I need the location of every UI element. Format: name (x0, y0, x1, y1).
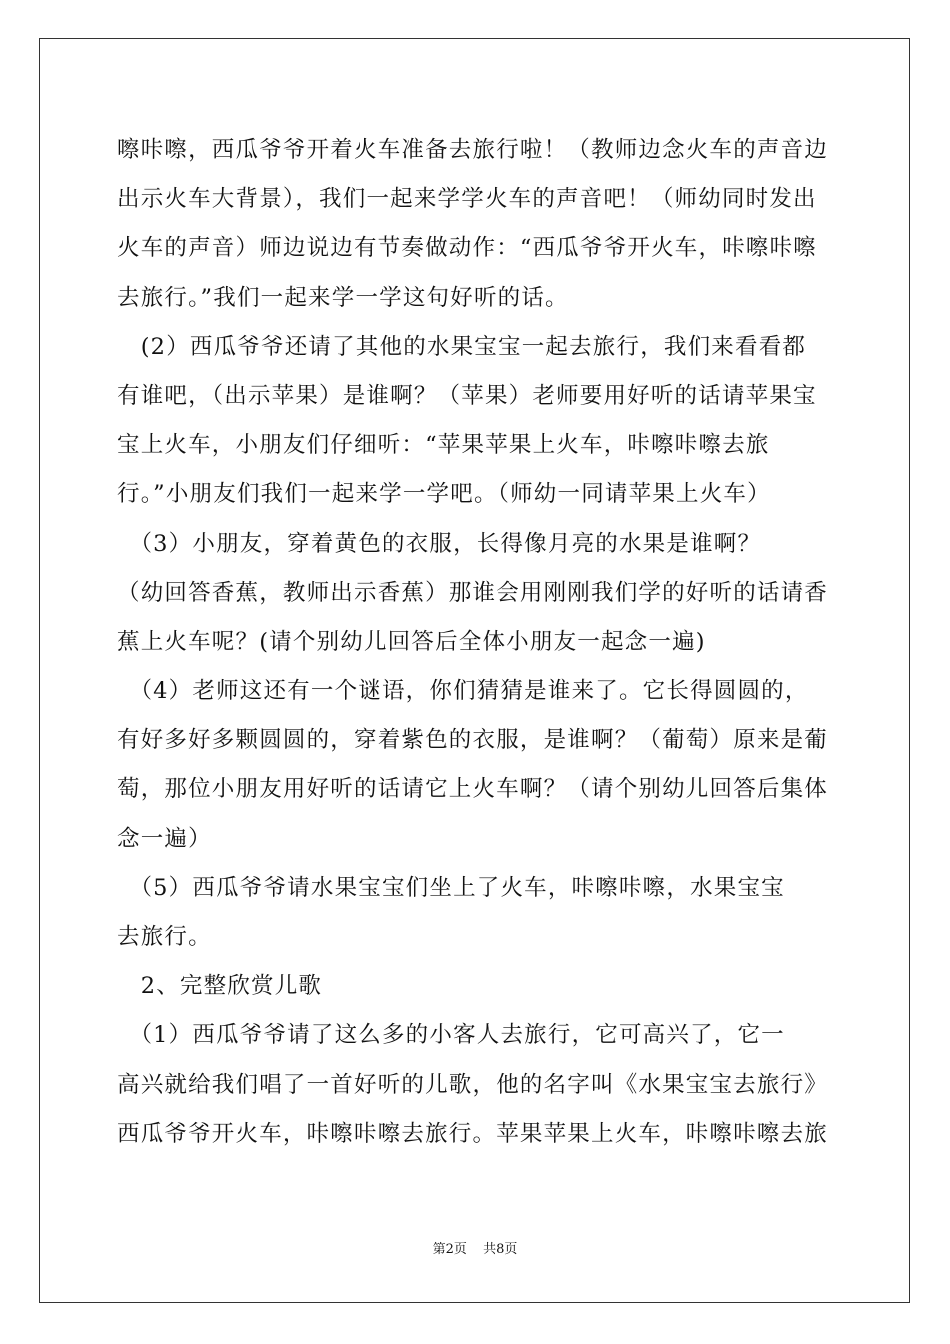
text-line: (2）西瓜爷爷还请了其他的水果宝宝一起去旅行，我们来看看都 (117, 333, 807, 360)
text-line: 萄，那位小朋友用好听的话请它上火车啊？（请个别幼儿回答后集体 (117, 776, 829, 803)
text-line: 有谁吧，（出示苹果）是谁啊？（苹果）老师要用好听的话请苹果宝 (117, 382, 817, 409)
text-line: 高兴就给我们唱了一首好听的儿歌，他的名字叫《水果宝宝去旅行》 (117, 1071, 829, 1098)
document-body (117, 126, 837, 1159)
text-line: （幼回答香蕉，教师出示香蕉）那谁会用刚刚我们学的好听的话请香 (117, 579, 829, 606)
page-number: 第2页 (432, 1242, 467, 1257)
text-line: 出示火车大背景），我们一起来学学火车的声音吧！（师幼同时发出 (117, 186, 817, 213)
text-line: 2、完整欣赏儿歌 (117, 973, 323, 1000)
text-line: 去旅行。”我们一起来学一学这句好听的话。 (117, 284, 569, 311)
text-line: （5）西瓜爷爷请水果宝宝们坐上了火车，咔嚓咔嚓，水果宝宝 (117, 874, 785, 901)
text-line: 有好多好多颗圆圆的，穿着紫色的衣服，是谁啊？（葡萄）原来是葡 (117, 727, 829, 754)
text-line: 念一遍） (117, 825, 212, 852)
page-total: 共8页 (483, 1242, 518, 1257)
text-line: （3）小朋友，穿着黄色的衣服，长得像月亮的水果是谁啊？ (117, 530, 762, 557)
text-line: 行。”小朋友们我们一起来学一学吧。（师幼一同请苹果上火车） (117, 481, 771, 508)
text-line: （1）西瓜爷爷请了这么多的小客人去旅行，它可高兴了，它一 (117, 1022, 785, 1049)
text-line: 西瓜爷爷开火车，咔嚓咔嚓去旅行。苹果苹果上火车，咔嚓咔嚓去旅 (117, 1120, 829, 1147)
page-footer (0, 1238, 950, 1257)
text-line: 嚓咔嚓，西瓜爷爷开着火车准备去旅行啦！（教师边念火车的声音边 (117, 137, 829, 163)
text-line: 火车的声音）师边说边有节奏做动作：“西瓜爷爷开火车，咔嚓咔嚓 (117, 235, 818, 262)
text-line: 蕉上火车呢？(请个别幼儿回答后全体小朋友一起念一遍) (117, 628, 706, 655)
text-line: 去旅行。 (117, 924, 212, 950)
text-line: 宝上火车，小朋友们仔细听：“苹果苹果上火车，咔嚓咔嚓去旅 (117, 432, 770, 459)
text-line: （4）老师这还有一个谜语，你们猜猜是谁来了。它长得圆圆的， (117, 678, 809, 705)
